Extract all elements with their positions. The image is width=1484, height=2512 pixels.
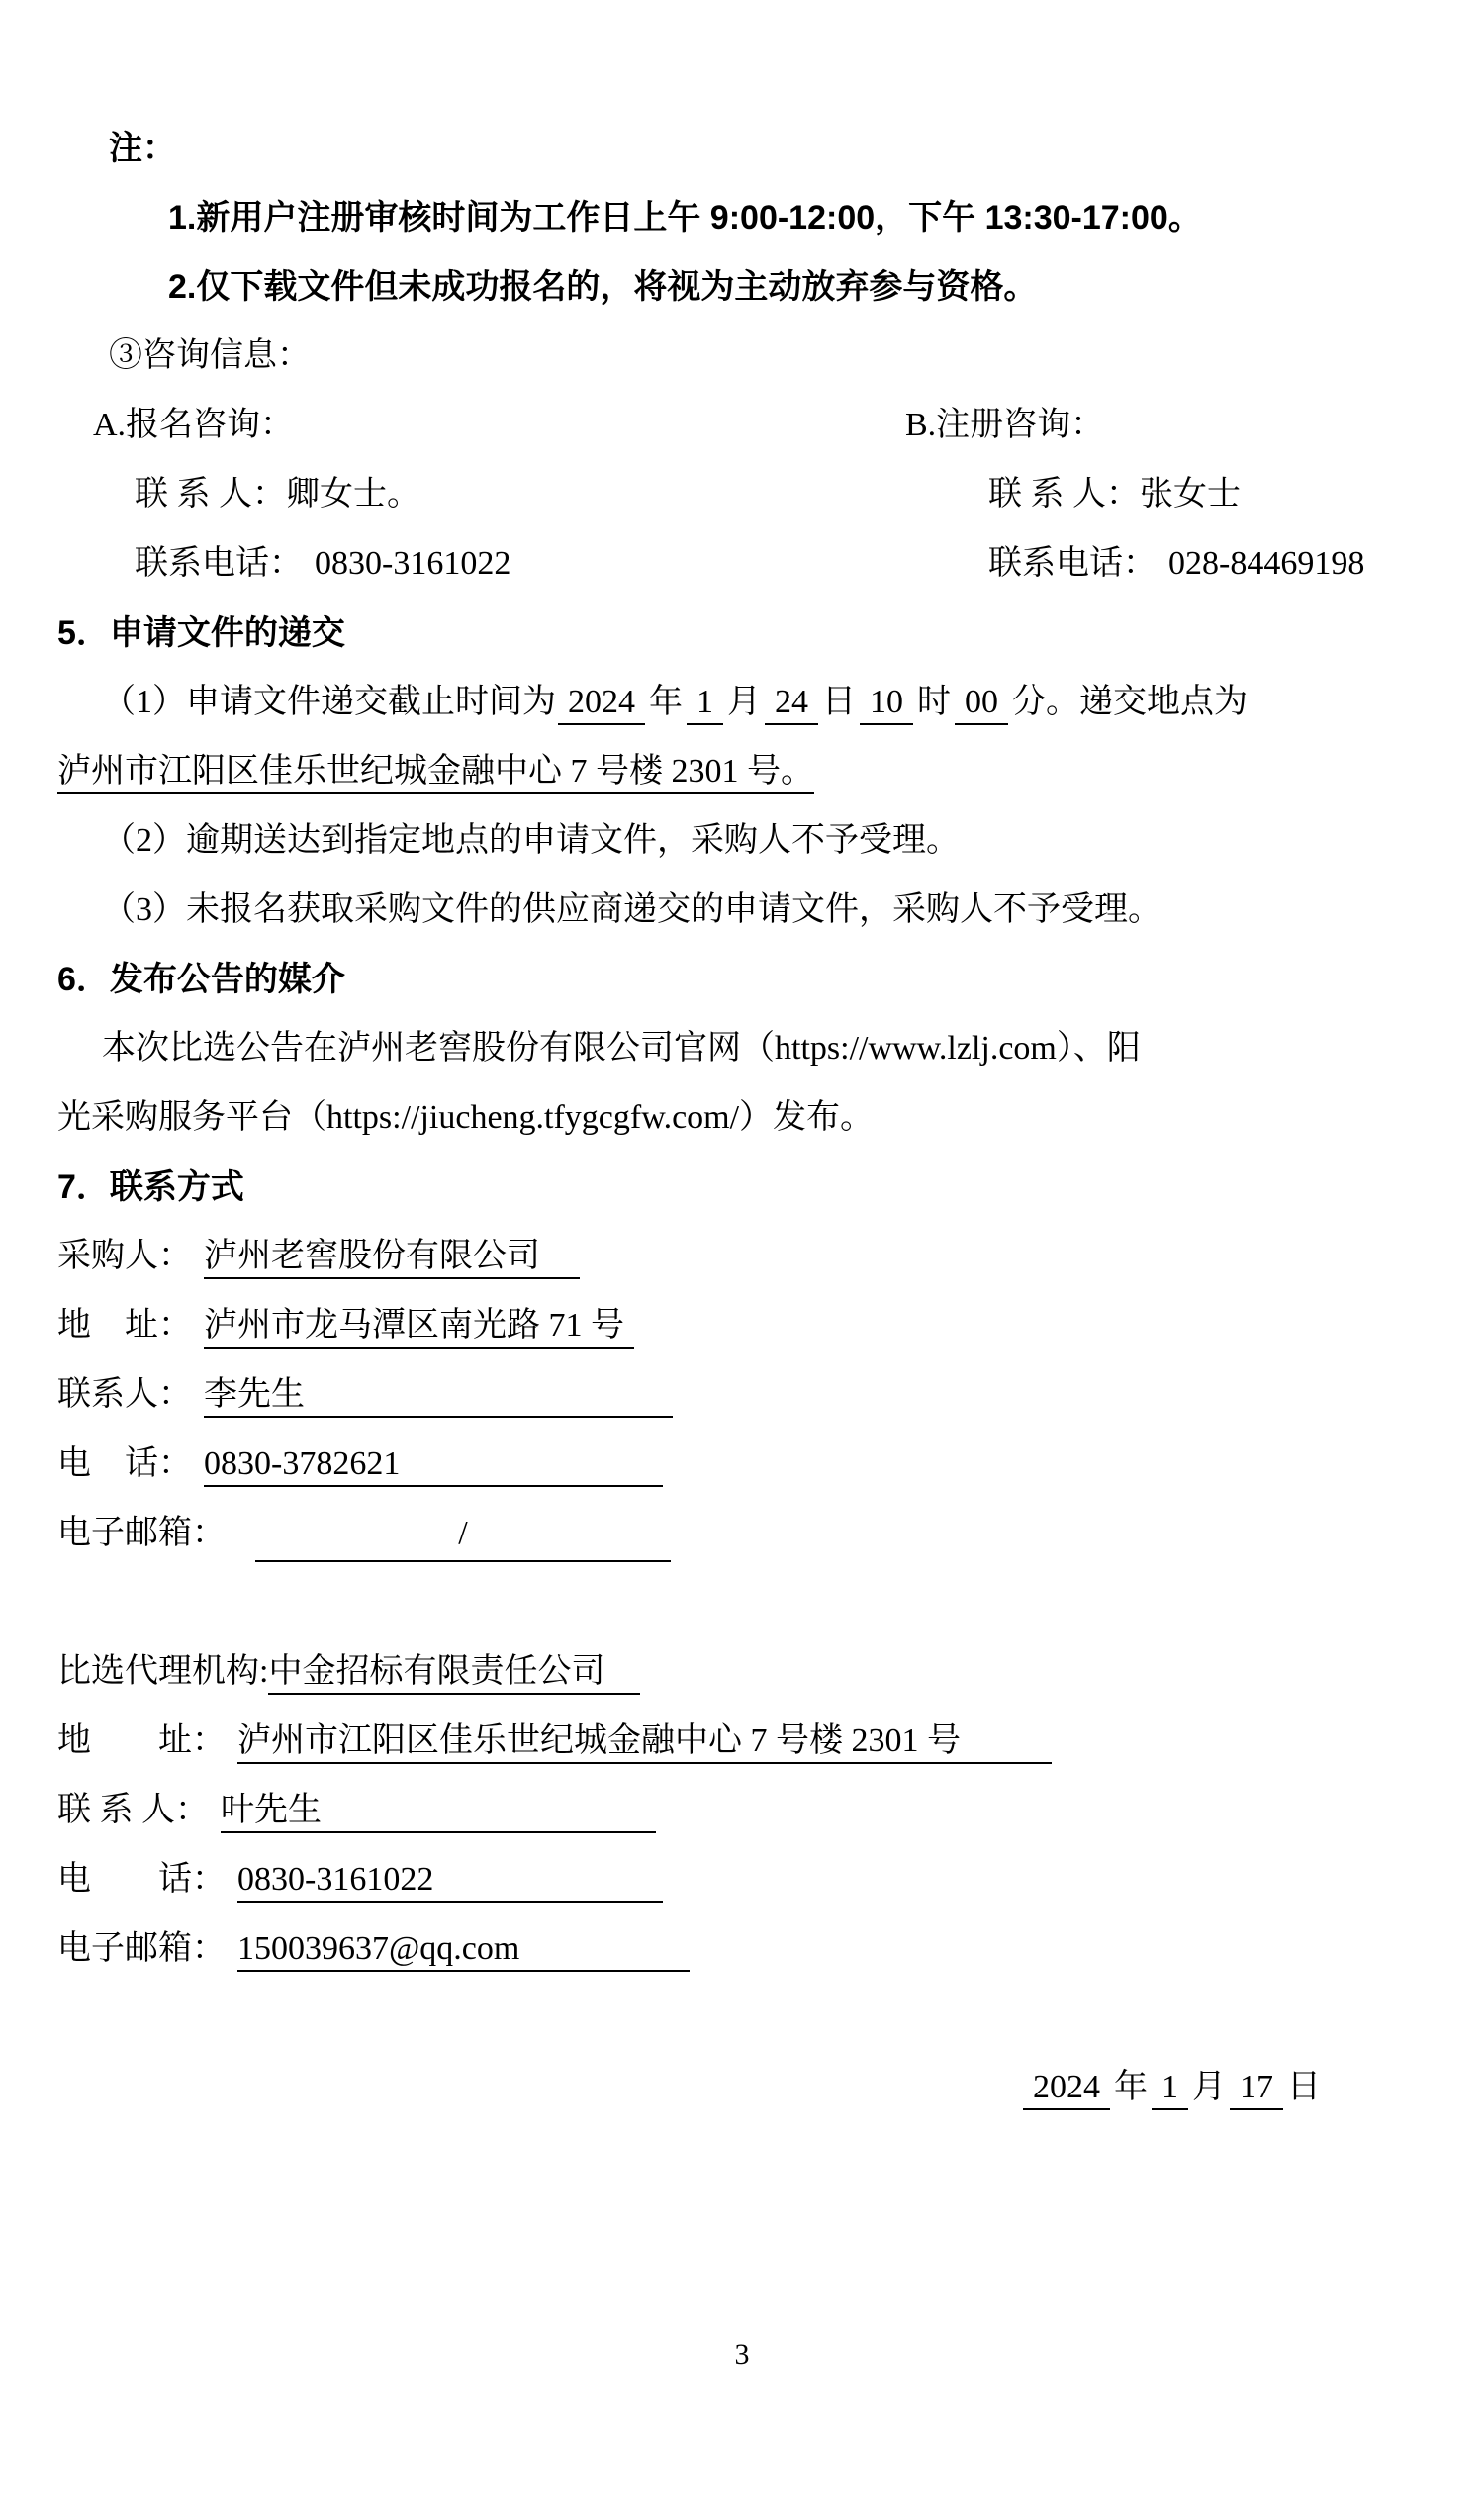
- section5-item-3: （3）未报名获取采购文件的供应商递交的申请文件，采购人不予受理。: [102, 891, 1161, 928]
- signup-contact-label: 联 系 人：: [135, 476, 286, 512]
- note-item-2: 2.仅下载文件但未成功报名的，将视为主动放弃参与资格。: [168, 268, 1038, 306]
- register-phone-label: 联系电话：: [988, 545, 1157, 582]
- agency-address-label: 地 址：: [57, 1722, 226, 1759]
- purchaser-phone-row: [57, 1430, 1430, 1499]
- section-7-heading: 7．联系方式: [57, 1168, 244, 1206]
- submission-address: 泸州市江阳区佳乐世纪城金融中心 7 号楼 2301 号。: [57, 753, 814, 794]
- register-contact-label: 联 系 人：: [988, 476, 1140, 512]
- purchaser-address-value: 泸州市龙马潭区南光路 71 号: [204, 1307, 634, 1349]
- page-number: 3: [734, 2338, 750, 2371]
- purchaser-phone-label: 电 话：: [57, 1445, 192, 1482]
- agency-email-row: [57, 1914, 1430, 1984]
- deadline-minute: 00: [955, 684, 1008, 725]
- consult-phone-row: [57, 529, 1430, 599]
- agency-contact-value: 叶先生: [221, 1792, 656, 1833]
- deadline-day: 24: [765, 684, 818, 725]
- purchaser-address-row: [57, 1291, 1430, 1360]
- consult-contact-row: [57, 460, 1430, 529]
- announcement-media-line-2: 光采购服务平台（https://jiucheng.tfygcgfw.com/）发布。: [57, 1099, 875, 1136]
- announcement-media-line-1: 本次比选公告在泸州老窖股份有限公司官网（https://www.lzlj.com）、阳: [102, 1030, 1141, 1067]
- agency-email-value: 150039637@qq.com: [237, 1930, 690, 1972]
- deadline-year: 2024: [558, 684, 645, 725]
- purchaser-contact-row: [57, 1360, 1430, 1430]
- agency-contact-label: 联 系 人：: [57, 1792, 209, 1828]
- submission-deadline-line: （1）申请文件递交截止时间为 2024 年 1 月 24 日 10 时 00 分。递交地点为: [57, 668, 1430, 737]
- section-5-heading: 5．申请文件的递交: [57, 614, 345, 652]
- purchaser-name-row: [57, 1222, 1430, 1291]
- purchaser-name-value: 泸州老窖股份有限公司: [204, 1238, 580, 1279]
- date-day: 17: [1230, 2069, 1283, 2110]
- consult-info-title: ③咨询信息：: [109, 337, 311, 374]
- agency-phone-value: 0830-3161022: [237, 1861, 663, 1903]
- agency-name-row: [57, 1637, 1430, 1707]
- purchaser-contact-label: 联系人：: [57, 1376, 192, 1413]
- agency-address-row: [57, 1707, 1430, 1776]
- agency-name-label: 比选代理机构:: [57, 1653, 269, 1690]
- purchaser-name-label: 采购人：: [57, 1238, 192, 1274]
- signup-contact-value: 卿女士。: [286, 476, 420, 512]
- date-month: 1: [1152, 2069, 1188, 2110]
- agency-email-label: 电子邮箱：: [57, 1930, 226, 1967]
- purchaser-email-value: /: [255, 1510, 671, 1562]
- announcement-date: 2024 年 1 月 17 日: [57, 2053, 1430, 2122]
- consult-titles-row: [57, 391, 1430, 460]
- purchaser-contact-value: 李先生: [204, 1376, 673, 1418]
- section5-item-2: （2）逾期送达到指定地点的申请文件，采购人不予受理。: [102, 822, 960, 859]
- agency-contact-row: [57, 1776, 1430, 1845]
- purchaser-address-label: 地 址：: [57, 1307, 192, 1344]
- agency-phone-label: 电 话：: [57, 1861, 226, 1898]
- agency-phone-row: [57, 1845, 1430, 1914]
- purchaser-email-row: [57, 1499, 1430, 1568]
- deadline-prefix: （1）申请文件递交截止时间为: [102, 684, 556, 720]
- purchaser-email-label: 电子邮箱：: [57, 1515, 226, 1551]
- register-consult-title: B.注册咨询：: [905, 407, 1105, 443]
- deadline-month: 1: [687, 684, 723, 725]
- notes-title: 注：: [109, 130, 176, 167]
- date-year: 2024: [1023, 2069, 1110, 2110]
- signup-phone-label: 联系电话：: [135, 545, 303, 582]
- section-6-heading: 6．发布公告的媒介: [57, 961, 345, 998]
- signup-consult-title: A.报名咨询：: [93, 407, 295, 443]
- register-phone-value: 028-84469198: [1168, 545, 1365, 582]
- register-contact-value: 张女士: [1140, 476, 1241, 512]
- agency-address-value: 泸州市江阳区佳乐世纪城金融中心 7 号楼 2301 号: [237, 1722, 1052, 1764]
- purchaser-phone-value: 0830-3782621: [204, 1445, 663, 1487]
- submission-address-line: [57, 737, 1430, 806]
- agency-name-value: 中金招标有限责任公司: [268, 1653, 640, 1695]
- note-item-1: 1.新用户注册审核时间为工作日上午 9:00-12:00，下午 13:30-17:00。: [168, 199, 1202, 236]
- signup-phone-value: 0830-3161022: [315, 545, 511, 582]
- deadline-hour: 10: [860, 684, 913, 725]
